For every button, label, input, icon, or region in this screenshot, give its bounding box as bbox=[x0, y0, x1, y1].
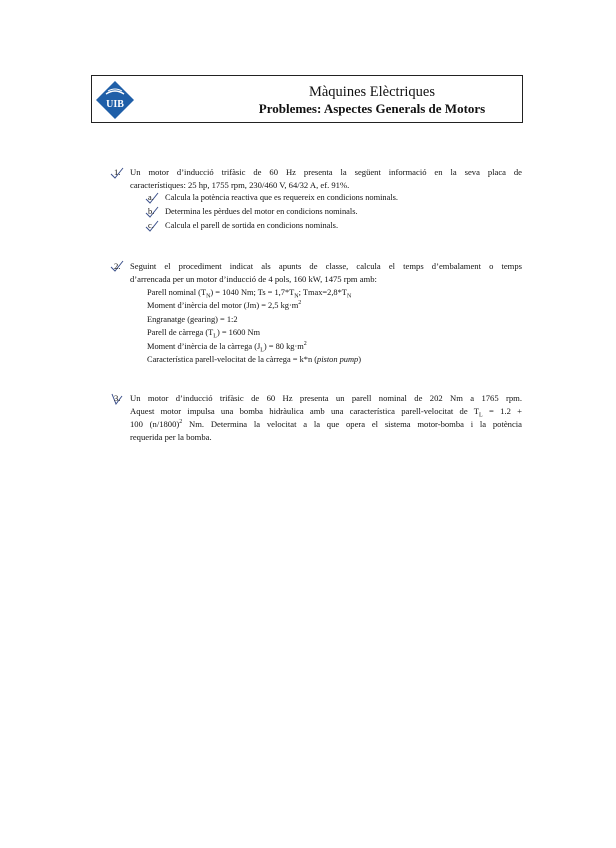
document-subtitle: Problemes: Aspectes Generals de Motors bbox=[258, 101, 486, 116]
document-header bbox=[91, 75, 523, 123]
problem-3-line-1: Un motor d’inducció trifàsic de 60 Hz presenta un parell nominal de 202 Nm a 1765 rpm. bbox=[130, 393, 522, 403]
problem-1-item-b-label: b. bbox=[148, 207, 155, 216]
problem-2-data-line-6: Característica parell-velocitat de la càrrega = k*n (piston pump) bbox=[147, 355, 362, 364]
problem-1-line-2: característiques: 25 hp, 1755 rpm, 230/460 V, 64/32 A, ef. 91%. bbox=[130, 180, 350, 190]
problem-3-number: 3. bbox=[114, 393, 121, 403]
problem-1-item-a-label: a. bbox=[148, 193, 154, 202]
problem-2-data-line-5: Moment d’inèrcia de la càrrega $(J_L) = 80$ $kg\cdot m^2$ bbox=[147, 341, 307, 354]
document-title: Màquines Elèctriques bbox=[308, 84, 436, 100]
svg-text:UIB: UIB bbox=[106, 99, 124, 110]
problem-1-item-c-label: c. bbox=[148, 221, 154, 230]
uib-logo bbox=[95, 80, 135, 120]
problem-1-item-a-text: Calcula la potència reactiva que es requereix en condicions nominals. bbox=[165, 193, 399, 202]
problem-3-line-2: Aquest motor impulsa una bomba hidràulica amb una característica parell-velocitat de $T_L = 1.2$ + bbox=[130, 406, 522, 419]
problem-2-data-line-4: Parell de càrrega $(T_L) = 1600$ Nm bbox=[147, 328, 261, 340]
problem-2-data-line-3: Engranatge (gearing) = 1:2 bbox=[147, 315, 238, 324]
problem-1-line-1: Un motor d’inducció trifàsic de 60 Hz presenta la següent informació en la seva placa de bbox=[130, 167, 522, 177]
problem-2-data-line-2: Moment d’inèrcia del motor (Jm) = 2,5 $kg\cdot m^2$ bbox=[147, 300, 302, 310]
problem-1-item-c-text: Calcula el parell de sortida en condicions nominals. bbox=[165, 221, 339, 230]
problem-1-item-b-text: Determina les pèrdues del motor en condicions nominals. bbox=[165, 207, 358, 216]
problem-3-line-3: 100 $(n/1800)^2$ Nm. Determina la velocitat a la que opera el sistema motor-bomba i la potència bbox=[130, 419, 522, 429]
problem-2-line-2: d’arrencada per un motor d’inducció de 4 pols, 160 kW, 1475 rpm amb: bbox=[130, 274, 377, 284]
problem-3-line-4: requerida per la bomba. bbox=[130, 432, 212, 442]
problem-2-line-1: Seguint el procediment indicat als apunts de classe, calcula el temps d’embalament o temps bbox=[130, 261, 522, 271]
problem-2-data-line-1: Parell nominal $(T_N) = 1040$ Nm; $Ts = 1,7*T_N$; $Tmax=2,8*T_N$ bbox=[147, 288, 352, 300]
problem-2-number: 2. bbox=[114, 261, 121, 271]
problem-1-number: 1. bbox=[114, 167, 121, 177]
